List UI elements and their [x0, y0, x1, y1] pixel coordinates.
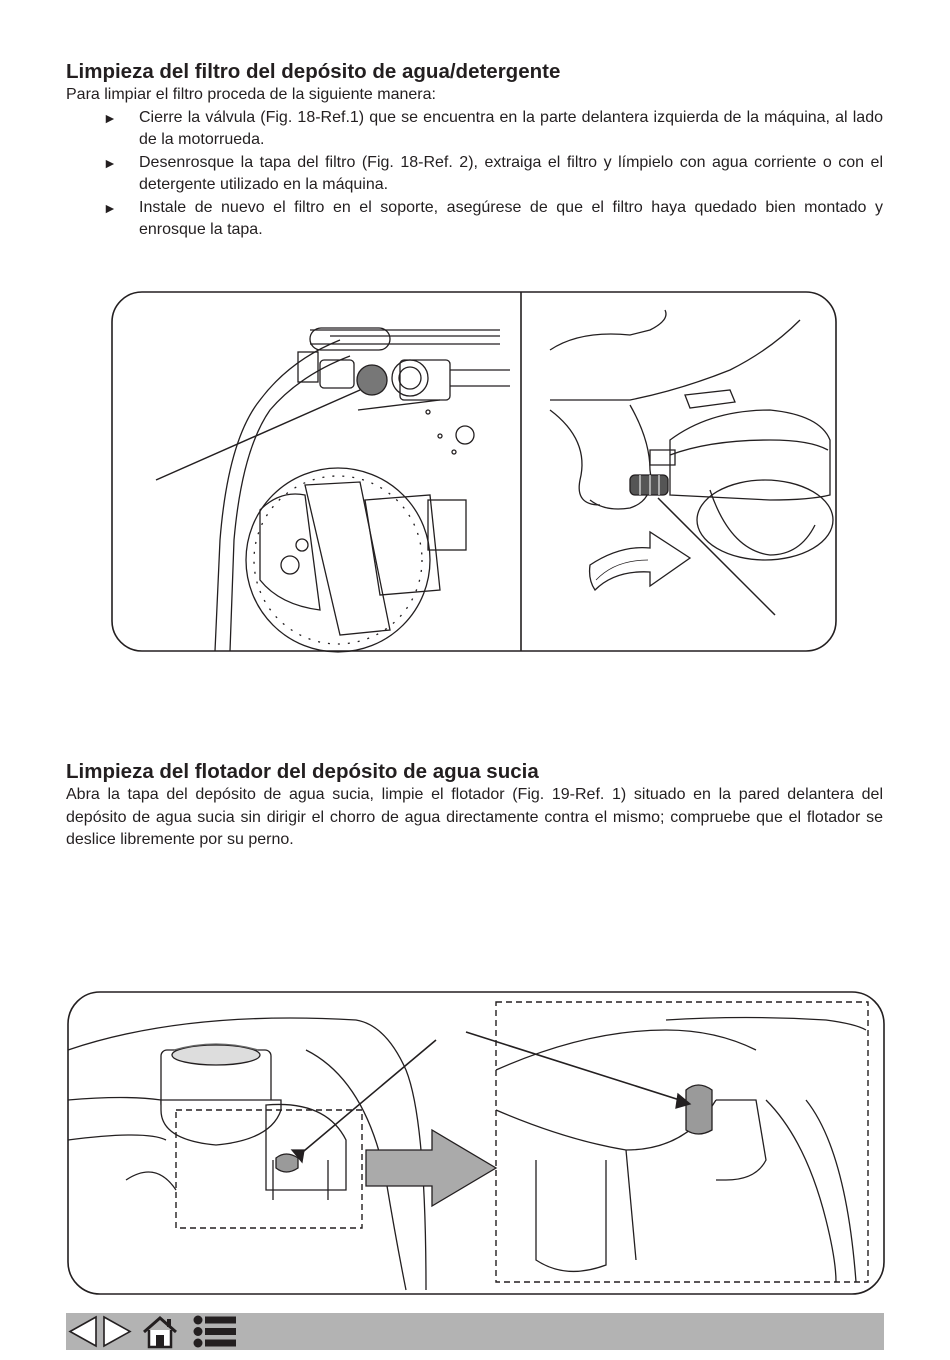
bottom-navigation-bar: [66, 1313, 884, 1350]
list-item: ► Desenrosque la tapa del filtro (Fig. 18-Ref. 2), extraiga el filtro y límpielo con agua corriente o con el detergente utilizado en la máquina.: [103, 153, 883, 193]
filter-intro: Para limpiar el filtro proceda de la siguiente manera:: [66, 86, 436, 103]
float-body: Abra la tapa del depósito de agua sucia, limpie el flotador (Fig. 19-Ref. 1) situado en la pared delantera del depósito de agua sucia sin dirigir el chorro de agua directamente contra el mismo; compruebe que el flotador se deslice libremente por su perno.: [66, 786, 883, 848]
figure-18: [110, 290, 838, 653]
section-title-filter: Limpieza del filtro del depósito de agua/detergente: [66, 60, 561, 83]
bullet-arrow-icon: ►: [103, 109, 117, 126]
list-item: ► Instale de nuevo el filtro en el soporte, asegúrese de que el filtro haya quedado bien montado y enrosque la tapa.: [103, 198, 883, 238]
home-icon[interactable]: [140, 1313, 180, 1350]
bullet-arrow-icon: ►: [103, 154, 117, 171]
section-float-cleaning: [66, 760, 883, 852]
section-filter-cleaning: [66, 60, 883, 242]
bullet-arrow-icon: ►: [103, 199, 117, 216]
next-page-icon[interactable]: [100, 1313, 134, 1350]
section-title-float: Limpieza del flotador del depósito de agua sucia: [66, 760, 539, 783]
figure-19: [66, 990, 886, 1296]
filter-steps-list: [66, 107, 883, 242]
index-list-icon[interactable]: [190, 1313, 240, 1350]
list-item: ► Cierre la válvula (Fig. 18-Ref.1) que se encuentra en la parte delantera izquierda de la máquina, al lado de la motorrueda.: [103, 108, 883, 148]
prev-page-icon[interactable]: [66, 1313, 100, 1350]
